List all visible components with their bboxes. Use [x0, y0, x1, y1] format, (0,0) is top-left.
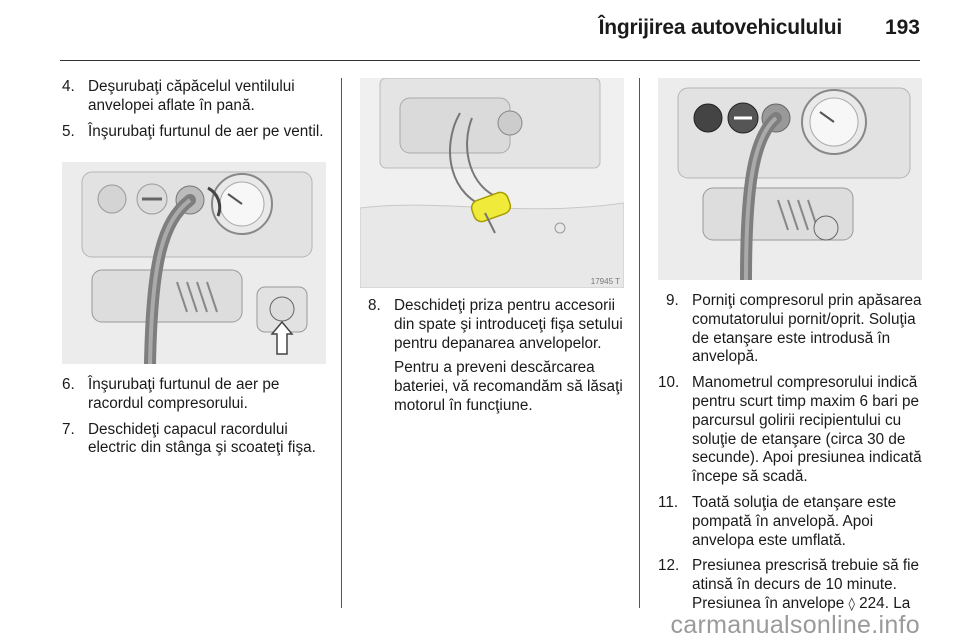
figure-accessory-socket — [360, 78, 624, 288]
step-text: Înşurubaţi furtunul de aer pe racordul compresorului. — [88, 376, 280, 412]
step-6 — [62, 376, 338, 414]
column-divider-1 — [341, 78, 342, 608]
watermark: carmanualsonline.info — [670, 611, 920, 639]
step-text: Deschideţi capacul racordului electric din stânga şi scoateţi fişa. — [88, 420, 316, 457]
step-number: 8. — [368, 297, 381, 314]
column-1 — [62, 78, 334, 148]
step-text: Deşurubaţi căpăcelul ventilului anvelopei aflate în pană. — [88, 78, 295, 114]
step-note: Pentru a preveni descărcarea bateriei, vă recomandăm să lăsaţi motorul în funcţiune. — [394, 359, 623, 414]
section-title: Îngrijirea autovehiculului — [598, 16, 842, 39]
step-number: 5. — [62, 122, 75, 140]
step-12 — [658, 557, 932, 614]
step-9 — [658, 292, 932, 367]
step-10 — [658, 374, 932, 487]
socket-illustration — [360, 78, 624, 288]
step-number: 9. — [666, 292, 679, 309]
figure-code: 17945 T — [590, 277, 620, 286]
step-11 — [658, 494, 932, 550]
figure-compressor-running — [658, 78, 922, 280]
column-2-text — [368, 297, 630, 423]
compressor-running-illustration — [658, 78, 922, 280]
compressor-illustration — [62, 162, 326, 364]
page-reference-arrow-icon: ◊ — [848, 596, 855, 612]
step-text: Porniţi compresorul prin apăsarea comutatorului pornit/oprit. Soluţia de etanşare este introdusă în anvelopă. — [692, 292, 922, 366]
step-text: Deschideţi priza pentru accesorii din spate şi introduceţi fişa setului pentru depanarea anvelopelor. — [394, 297, 623, 352]
step-text: Toată soluţia de etanşare este pompată în anvelopă. Apoi anvelopa este umflată. — [692, 493, 897, 549]
steps-6-7 — [62, 376, 338, 458]
step-text: Înşurubaţi furtunul de aer pe ventil. — [88, 122, 324, 140]
step-number: 6. — [62, 376, 75, 393]
page-number: 193 — [884, 16, 920, 39]
step-text: Presiunea prescrisă trebuie să fie atinsă în decurs de 10 minute. Presiunea în anvelope — [692, 557, 920, 612]
steps-9-12 — [658, 292, 932, 615]
column-1-lower — [62, 376, 338, 465]
page-header — [0, 0, 960, 62]
step-text: Manometrul compresorului indică pentru scurt timp maxim 6 bari pe parcursul golirii recipientului cu soluţie de etanşare (circa 30 de secunde). Apoi presiunea indicată începe să scadă. — [692, 374, 922, 486]
header-divider — [60, 60, 920, 61]
step-8 — [368, 297, 630, 416]
step-4 — [62, 78, 334, 116]
step-5 — [62, 123, 334, 142]
figure-hose-on-compressor — [62, 162, 326, 364]
step-number: 10. — [658, 374, 680, 392]
page-reference-link[interactable]: 224. La — [859, 594, 911, 612]
step-number: 4. — [62, 78, 75, 95]
column-divider-2 — [639, 78, 640, 608]
step-number: 12. — [658, 557, 680, 575]
step-number: 11. — [658, 493, 679, 511]
step-7 — [62, 421, 338, 459]
column-3-text — [658, 292, 932, 622]
step-number: 7. — [62, 420, 75, 438]
step-8-list — [368, 297, 630, 416]
steps-4-5 — [62, 78, 334, 141]
